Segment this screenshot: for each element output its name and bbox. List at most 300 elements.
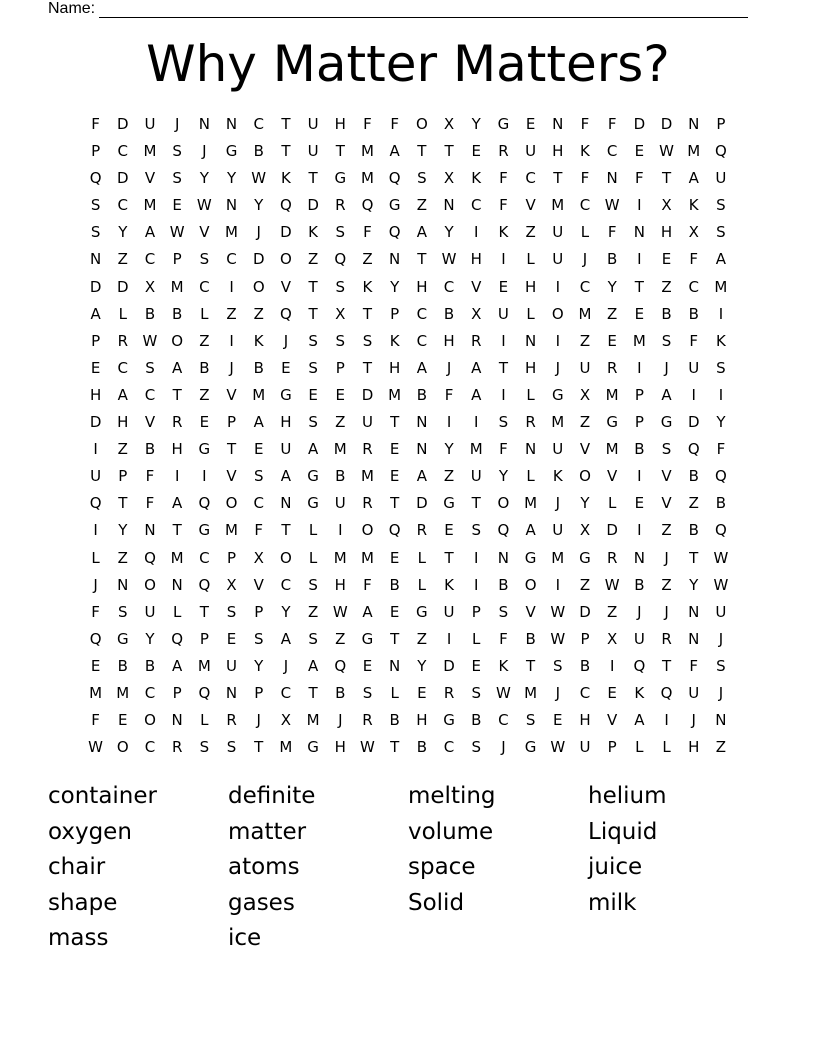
grid-cell[interactable]: R: [171, 413, 183, 432]
grid-cell[interactable]: N: [389, 656, 401, 675]
grid-cell[interactable]: S: [716, 656, 726, 675]
grid-cell[interactable]: N: [606, 169, 618, 188]
grid-cell[interactable]: T: [689, 548, 699, 567]
grid-cell[interactable]: D: [443, 656, 455, 675]
grid-cell[interactable]: G: [443, 494, 455, 513]
grid-cell[interactable]: N: [416, 440, 428, 459]
grid-cell[interactable]: V: [525, 602, 536, 621]
grid-cell[interactable]: Z: [579, 413, 591, 432]
grid-cell[interactable]: S: [253, 629, 264, 648]
grid-cell[interactable]: R: [606, 358, 618, 377]
grid-cell[interactable]: F: [363, 115, 372, 133]
grid-cell[interactable]: V: [661, 467, 672, 486]
grid-cell[interactable]: V: [525, 196, 536, 215]
grid-cell[interactable]: Y: [471, 115, 481, 133]
grid-cell[interactable]: H: [470, 250, 482, 269]
grid-cell[interactable]: I: [691, 385, 696, 404]
grid-cell[interactable]: R: [498, 142, 509, 161]
grid-cell[interactable]: O: [171, 331, 184, 350]
grid-cell[interactable]: S: [199, 738, 210, 757]
grid-cell[interactable]: J: [691, 711, 696, 730]
grid-cell[interactable]: G: [497, 115, 510, 133]
grid-cell[interactable]: C: [144, 683, 156, 702]
grid-cell[interactable]: M: [360, 467, 374, 486]
grid-cell[interactable]: M: [225, 223, 238, 242]
grid-cell[interactable]: E: [226, 629, 237, 648]
grid-cell[interactable]: J: [664, 358, 669, 377]
grid-cell[interactable]: E: [389, 548, 400, 567]
grid-cell[interactable]: A: [307, 656, 319, 675]
grid-cell[interactable]: Q: [334, 656, 347, 675]
grid-cell[interactable]: N: [552, 115, 564, 133]
grid-cell[interactable]: L: [662, 738, 671, 757]
grid-cell[interactable]: M: [360, 142, 374, 161]
grid-cell[interactable]: E: [281, 358, 291, 377]
grid-cell[interactable]: G: [579, 548, 591, 567]
grid-cell[interactable]: U: [715, 169, 727, 188]
grid-cell[interactable]: W: [550, 629, 566, 648]
grid-cell[interactable]: G: [307, 494, 319, 513]
grid-cell[interactable]: S: [90, 223, 101, 242]
grid-cell[interactable]: M: [225, 521, 238, 540]
grid-cell[interactable]: O: [280, 548, 292, 567]
grid-cell[interactable]: Z: [117, 440, 128, 459]
grid-cell[interactable]: V: [144, 413, 156, 432]
grid-cell[interactable]: T: [172, 521, 182, 540]
grid-cell[interactable]: U: [361, 413, 373, 432]
grid-cell[interactable]: H: [334, 575, 346, 594]
grid-cell[interactable]: Z: [416, 196, 427, 215]
grid-cell[interactable]: L: [118, 304, 127, 323]
grid-cell[interactable]: L: [91, 548, 100, 567]
grid-cell[interactable]: R: [525, 413, 536, 432]
grid-cell[interactable]: I: [474, 223, 479, 242]
grid-cell[interactable]: I: [474, 575, 479, 594]
grid-cell[interactable]: F: [607, 223, 617, 242]
grid-cell[interactable]: E: [607, 331, 617, 350]
grid-cell[interactable]: P: [335, 358, 345, 377]
grid-cell[interactable]: N: [443, 196, 455, 215]
grid-cell[interactable]: M: [605, 440, 619, 459]
grid-cell[interactable]: U: [470, 467, 482, 486]
grid-cell[interactable]: E: [471, 142, 481, 161]
grid-cell[interactable]: H: [688, 738, 700, 757]
grid-cell[interactable]: K: [308, 223, 319, 242]
grid-cell[interactable]: L: [526, 385, 535, 404]
grid-cell[interactable]: S: [335, 277, 346, 296]
grid-cell[interactable]: T: [308, 304, 318, 323]
grid-cell[interactable]: I: [93, 440, 98, 459]
grid-cell[interactable]: B: [172, 304, 183, 323]
grid-cell[interactable]: O: [280, 250, 292, 269]
grid-cell[interactable]: P: [634, 385, 644, 404]
grid-cell[interactable]: C: [117, 196, 129, 215]
grid-cell[interactable]: K: [634, 683, 645, 702]
grid-cell[interactable]: C: [253, 115, 264, 133]
grid-cell[interactable]: Z: [253, 304, 264, 323]
grid-cell[interactable]: A: [362, 602, 373, 621]
grid-cell[interactable]: U: [688, 683, 700, 702]
grid-cell[interactable]: I: [637, 521, 642, 540]
grid-cell[interactable]: S: [362, 331, 373, 350]
grid-cell[interactable]: K: [471, 169, 482, 188]
grid-cell[interactable]: W: [550, 602, 566, 621]
grid-cell[interactable]: Q: [388, 169, 401, 188]
grid-cell[interactable]: R: [117, 331, 128, 350]
grid-cell[interactable]: T: [308, 683, 318, 702]
grid-cell[interactable]: B: [199, 358, 210, 377]
grid-cell[interactable]: M: [551, 548, 565, 567]
grid-cell[interactable]: O: [497, 494, 510, 513]
grid-cell[interactable]: I: [446, 629, 452, 648]
grid-cell[interactable]: P: [254, 602, 264, 621]
grid-cell[interactable]: U: [307, 115, 319, 133]
grid-cell[interactable]: V: [471, 277, 482, 296]
grid-cell[interactable]: J: [93, 575, 98, 594]
grid-cell[interactable]: K: [280, 169, 291, 188]
grid-cell[interactable]: S: [335, 331, 346, 350]
grid-cell[interactable]: W: [713, 575, 729, 594]
grid-cell[interactable]: H: [416, 277, 428, 296]
grid-cell[interactable]: V: [144, 169, 156, 188]
grid-cell[interactable]: L: [607, 494, 617, 513]
grid-cell[interactable]: F: [635, 169, 644, 188]
grid-cell[interactable]: Q: [198, 575, 211, 594]
grid-cell[interactable]: E: [634, 494, 645, 513]
grid-cell[interactable]: L: [526, 467, 535, 486]
grid-cell[interactable]: D: [117, 277, 129, 296]
grid-cell[interactable]: U: [443, 602, 455, 621]
grid-cell[interactable]: Q: [198, 494, 211, 513]
grid-cell[interactable]: C: [199, 548, 210, 567]
grid-cell[interactable]: F: [91, 711, 100, 730]
grid-cell[interactable]: N: [280, 494, 292, 513]
grid-cell[interactable]: J: [555, 358, 560, 377]
grid-cell[interactable]: C: [199, 277, 210, 296]
grid-cell[interactable]: Z: [607, 602, 618, 621]
grid-cell[interactable]: O: [579, 467, 591, 486]
grid-cell[interactable]: X: [443, 169, 455, 188]
grid-cell[interactable]: T: [634, 277, 644, 296]
grid-cell[interactable]: E: [389, 440, 400, 459]
grid-cell[interactable]: S: [471, 683, 481, 702]
grid-cell[interactable]: O: [144, 711, 156, 730]
grid-cell[interactable]: Y: [118, 521, 128, 540]
grid-cell[interactable]: Z: [661, 575, 672, 594]
grid-cell[interactable]: F: [363, 223, 372, 242]
grid-cell[interactable]: Q: [497, 521, 510, 540]
grid-cell[interactable]: W: [142, 331, 158, 350]
grid-cell[interactable]: C: [443, 277, 455, 296]
grid-cell[interactable]: F: [91, 115, 100, 133]
grid-cell[interactable]: F: [580, 169, 590, 188]
grid-cell[interactable]: S: [716, 358, 726, 377]
grid-cell[interactable]: X: [661, 196, 672, 215]
grid-cell[interactable]: C: [443, 738, 455, 757]
grid-cell[interactable]: T: [281, 115, 291, 133]
grid-cell[interactable]: N: [524, 331, 537, 350]
grid-cell[interactable]: Q: [715, 142, 727, 161]
grid-cell[interactable]: F: [444, 385, 454, 404]
grid-cell[interactable]: X: [607, 629, 618, 648]
grid-cell[interactable]: P: [172, 250, 182, 269]
grid-cell[interactable]: L: [200, 711, 209, 730]
grid-cell[interactable]: M: [524, 494, 538, 513]
grid-cell[interactable]: B: [335, 683, 346, 702]
grid-cell[interactable]: C: [579, 196, 591, 215]
grid-cell[interactable]: F: [363, 575, 372, 594]
grid-cell[interactable]: E: [118, 711, 128, 730]
grid-cell[interactable]: Y: [444, 440, 454, 459]
grid-cell[interactable]: Z: [579, 331, 591, 350]
grid-cell[interactable]: N: [89, 250, 102, 269]
grid-cell[interactable]: V: [226, 385, 237, 404]
grid-cell[interactable]: K: [580, 142, 590, 161]
grid-cell[interactable]: V: [579, 440, 591, 459]
grid-cell[interactable]: M: [687, 142, 701, 161]
grid-cell[interactable]: R: [443, 683, 455, 702]
grid-cell[interactable]: T: [390, 629, 400, 648]
grid-cell[interactable]: K: [362, 277, 373, 296]
grid-cell[interactable]: C: [416, 331, 428, 350]
grid-cell[interactable]: S: [362, 683, 373, 702]
grid-cell[interactable]: S: [226, 738, 237, 757]
grid-cell[interactable]: E: [362, 656, 373, 675]
grid-cell[interactable]: K: [715, 331, 726, 350]
grid-cell[interactable]: Q: [388, 521, 401, 540]
grid-cell[interactable]: B: [661, 304, 672, 323]
grid-cell[interactable]: E: [389, 602, 400, 621]
grid-cell[interactable]: G: [524, 548, 537, 567]
grid-cell[interactable]: A: [117, 385, 128, 404]
grid-cell[interactable]: T: [444, 548, 454, 567]
grid-cell[interactable]: D: [117, 115, 129, 133]
grid-cell[interactable]: T: [308, 169, 318, 188]
grid-cell[interactable]: D: [89, 277, 102, 296]
grid-cell[interactable]: E: [607, 683, 617, 702]
grid-cell[interactable]: X: [280, 711, 292, 730]
grid-cell[interactable]: M: [333, 440, 347, 459]
grid-cell[interactable]: M: [714, 277, 728, 296]
grid-cell[interactable]: T: [390, 494, 400, 513]
grid-cell[interactable]: E: [389, 467, 400, 486]
grid-cell[interactable]: A: [634, 711, 645, 730]
grid-cell[interactable]: D: [416, 494, 428, 513]
grid-cell[interactable]: V: [661, 494, 672, 513]
grid-cell[interactable]: D: [606, 521, 618, 540]
grid-cell[interactable]: F: [390, 115, 399, 133]
grid-cell[interactable]: H: [280, 413, 292, 432]
grid-cell[interactable]: B: [144, 304, 156, 323]
grid-cell[interactable]: C: [144, 738, 156, 757]
grid-cell[interactable]: C: [470, 196, 482, 215]
grid-cell[interactable]: E: [471, 656, 481, 675]
grid-cell[interactable]: L: [526, 304, 535, 323]
grid-cell[interactable]: U: [552, 223, 564, 242]
grid-cell[interactable]: I: [664, 711, 669, 730]
grid-cell[interactable]: X: [335, 304, 346, 323]
grid-cell[interactable]: T: [254, 738, 264, 757]
grid-cell[interactable]: I: [174, 467, 180, 486]
grid-cell[interactable]: C: [579, 683, 591, 702]
grid-cell[interactable]: W: [332, 602, 348, 621]
grid-cell[interactable]: R: [171, 738, 183, 757]
grid-cell[interactable]: U: [715, 602, 727, 621]
grid-cell[interactable]: E: [525, 115, 536, 133]
grid-cell[interactable]: M: [388, 385, 402, 404]
grid-cell[interactable]: N: [198, 115, 210, 133]
grid-cell[interactable]: B: [634, 575, 645, 594]
grid-cell[interactable]: Q: [171, 629, 184, 648]
grid-cell[interactable]: M: [143, 142, 157, 161]
grid-cell[interactable]: P: [118, 467, 128, 486]
grid-cell[interactable]: N: [225, 196, 238, 215]
grid-cell[interactable]: S: [498, 413, 509, 432]
grid-cell[interactable]: C: [117, 142, 129, 161]
grid-cell[interactable]: S: [226, 602, 237, 621]
grid-cell[interactable]: Y: [254, 196, 264, 215]
grid-cell[interactable]: G: [388, 196, 401, 215]
grid-cell[interactable]: A: [471, 358, 482, 377]
grid-cell[interactable]: H: [660, 223, 673, 242]
grid-cell[interactable]: T: [444, 142, 454, 161]
grid-cell[interactable]: M: [551, 196, 565, 215]
grid-cell[interactable]: K: [688, 196, 699, 215]
grid-cell[interactable]: J: [174, 115, 180, 133]
grid-cell[interactable]: R: [362, 440, 373, 459]
grid-cell[interactable]: S: [199, 250, 210, 269]
grid-cell[interactable]: I: [637, 358, 642, 377]
grid-cell[interactable]: F: [716, 440, 726, 459]
grid-cell[interactable]: Q: [334, 250, 347, 269]
grid-cell[interactable]: P: [91, 142, 101, 161]
grid-cell[interactable]: C: [606, 142, 618, 161]
grid-cell[interactable]: M: [170, 277, 184, 296]
grid-cell[interactable]: I: [637, 250, 642, 269]
grid-cell[interactable]: E: [90, 656, 101, 675]
grid-cell[interactable]: M: [469, 440, 483, 459]
grid-cell[interactable]: H: [416, 711, 428, 730]
grid-cell[interactable]: F: [145, 467, 155, 486]
grid-cell[interactable]: Q: [687, 440, 700, 459]
grid-cell[interactable]: D: [660, 115, 673, 133]
grid-cell[interactable]: P: [716, 115, 726, 133]
grid-cell[interactable]: S: [253, 467, 264, 486]
grid-cell[interactable]: E: [253, 440, 264, 459]
grid-cell[interactable]: R: [606, 548, 618, 567]
grid-cell[interactable]: T: [661, 656, 672, 675]
grid-cell[interactable]: O: [551, 304, 564, 323]
grid-cell[interactable]: N: [524, 440, 537, 459]
grid-cell[interactable]: P: [580, 629, 590, 648]
grid-cell[interactable]: X: [144, 277, 156, 296]
grid-cell[interactable]: C: [688, 277, 699, 296]
grid-cell[interactable]: J: [256, 711, 261, 730]
grid-cell[interactable]: N: [688, 629, 700, 648]
grid-cell[interactable]: D: [117, 169, 129, 188]
grid-cell[interactable]: E: [444, 521, 454, 540]
grid-cell[interactable]: S: [553, 656, 563, 675]
grid-cell[interactable]: V: [607, 711, 618, 730]
grid-cell[interactable]: A: [416, 467, 427, 486]
grid-cell[interactable]: I: [501, 385, 506, 404]
grid-cell[interactable]: Y: [444, 223, 454, 242]
grid-cell[interactable]: Z: [307, 602, 319, 621]
grid-cell[interactable]: M: [89, 683, 103, 702]
grid-cell[interactable]: I: [637, 196, 642, 215]
grid-cell[interactable]: G: [307, 738, 319, 757]
grid-cell[interactable]: B: [498, 575, 509, 594]
grid-cell[interactable]: N: [389, 250, 401, 269]
grid-cell[interactable]: E: [661, 250, 672, 269]
grid-cell[interactable]: Q: [660, 683, 673, 702]
grid-cell[interactable]: E: [498, 277, 509, 296]
grid-cell[interactable]: K: [253, 331, 264, 350]
grid-cell[interactable]: Z: [335, 629, 346, 648]
grid-cell[interactable]: M: [524, 683, 538, 702]
grid-cell[interactable]: U: [633, 629, 645, 648]
grid-cell[interactable]: V: [226, 467, 237, 486]
grid-cell[interactable]: E: [335, 385, 346, 404]
grid-cell[interactable]: R: [416, 521, 428, 540]
grid-cell[interactable]: R: [335, 196, 346, 215]
grid-cell[interactable]: X: [579, 385, 591, 404]
grid-cell[interactable]: U: [552, 440, 564, 459]
grid-cell[interactable]: N: [715, 711, 727, 730]
grid-cell[interactable]: I: [718, 385, 724, 404]
grid-cell[interactable]: U: [552, 521, 564, 540]
grid-cell[interactable]: D: [361, 385, 374, 404]
grid-cell[interactable]: C: [416, 304, 428, 323]
grid-cell[interactable]: J: [555, 683, 560, 702]
grid-cell[interactable]: T: [199, 602, 209, 621]
grid-cell[interactable]: C: [280, 683, 292, 702]
grid-cell[interactable]: W: [360, 738, 375, 757]
grid-cell[interactable]: L: [635, 738, 644, 757]
grid-cell[interactable]: U: [144, 602, 156, 621]
grid-cell[interactable]: S: [308, 358, 318, 377]
grid-cell[interactable]: H: [89, 385, 102, 404]
grid-cell[interactable]: B: [389, 711, 400, 730]
grid-cell[interactable]: P: [91, 331, 101, 350]
grid-cell[interactable]: F: [499, 169, 508, 188]
grid-cell[interactable]: I: [229, 331, 234, 350]
grid-cell[interactable]: O: [144, 575, 156, 594]
grid-cell[interactable]: I: [474, 548, 479, 567]
grid-cell[interactable]: C: [117, 358, 129, 377]
grid-cell[interactable]: Z: [307, 250, 319, 269]
grid-cell[interactable]: N: [225, 683, 238, 702]
grid-cell[interactable]: G: [606, 413, 618, 432]
grid-cell[interactable]: U: [307, 142, 319, 161]
grid-cell[interactable]: X: [688, 223, 699, 242]
grid-cell[interactable]: L: [526, 250, 535, 269]
grid-cell[interactable]: I: [555, 331, 560, 350]
grid-cell[interactable]: W: [251, 169, 267, 188]
grid-cell[interactable]: A: [688, 169, 699, 188]
grid-cell[interactable]: E: [634, 304, 645, 323]
grid-cell[interactable]: K: [498, 223, 509, 242]
grid-cell[interactable]: Q: [633, 656, 646, 675]
grid-cell[interactable]: M: [143, 196, 157, 215]
grid-cell[interactable]: Y: [498, 467, 508, 486]
grid-cell[interactable]: C: [579, 277, 591, 296]
grid-cell[interactable]: L: [390, 683, 399, 702]
grid-cell[interactable]: Z: [715, 738, 727, 757]
grid-cell[interactable]: S: [308, 413, 318, 432]
grid-cell[interactable]: B: [471, 711, 482, 730]
grid-cell[interactable]: Q: [144, 548, 156, 567]
